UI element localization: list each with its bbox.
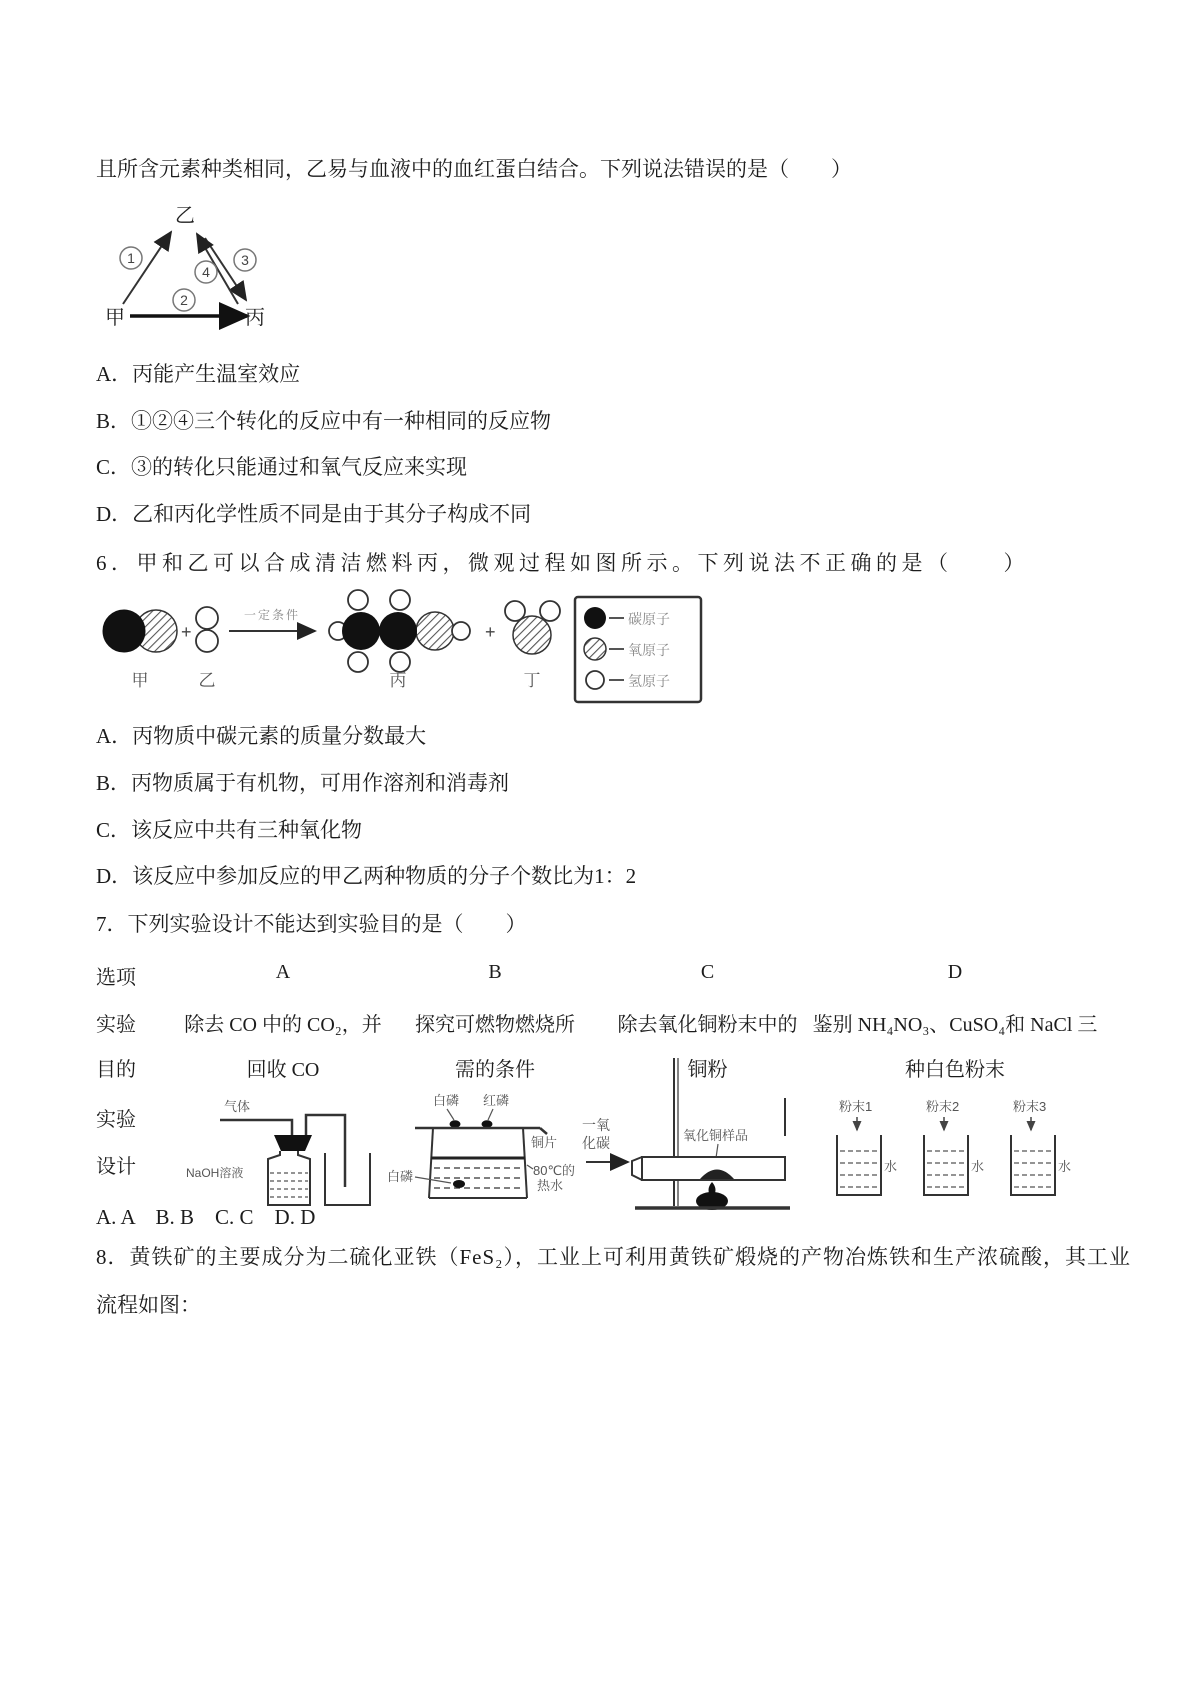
table-row-label-shiyan1: 实验 (96, 1014, 136, 1036)
q5-option-a: A．丙能产生温室效应 (96, 362, 301, 386)
svg-text:1: 1 (127, 250, 135, 266)
triangle-top-label: 乙 (175, 205, 195, 227)
purpose-a-line2: 回收 CO (246, 1059, 320, 1081)
molecule-bing (329, 590, 470, 672)
water-label: 水 (884, 1159, 898, 1174)
copper-sheet-label: 铜片 (531, 1135, 558, 1150)
beaker-right (523, 1128, 527, 1198)
q7-stem: 7．下列实验设计不能达到实验目的是（ ） (96, 912, 527, 936)
legend-carbon-label: 碳原子 (628, 611, 670, 627)
q6-option-c: C．该反应中共有三种氧化物 (96, 818, 363, 842)
gas-inlet-label: 气体 (224, 1099, 251, 1114)
legend-hydrogen-label: 氢原子 (628, 673, 670, 689)
powder3-label: 粉末3 (1013, 1099, 1047, 1114)
purpose-a-line1: 除去 CO 中的 CO₂，并 (184, 1014, 382, 1036)
white-phosphorus-bottom-label: 白磷 (387, 1169, 414, 1184)
q6-option-b: B．丙物质属于有机物，可用作溶剂和消毒剂 (96, 771, 510, 795)
q6-stem: 6．甲和乙可以合成清洁燃料丙，微观过程如图所示。下列说法不正确的是（ ） (96, 551, 1029, 575)
svg-text:2: 2 (180, 292, 188, 308)
label-ding: 丁 (523, 671, 541, 690)
table-row-label-sheji: 设计 (96, 1156, 136, 1178)
hot-water-label-line1: 80℃的 (533, 1163, 576, 1178)
table-row-label-shiyan2: 实验 (96, 1109, 136, 1131)
inlet-tube (220, 1120, 292, 1135)
q6-option-d: D．该反应中参加反应的甲乙两种物质的分子个数比为1：2 (96, 864, 637, 888)
powder1-label: 粉末1 (839, 1099, 873, 1114)
circled-4-icon (195, 261, 217, 283)
powder2-label: 粉末2 (926, 1099, 960, 1114)
gas-bottle (268, 1151, 310, 1205)
label-jia: 甲 (131, 671, 149, 690)
white-phosphorus-lump (450, 1120, 461, 1128)
purpose-b-line1: 探究可燃物燃烧所 (415, 1014, 575, 1036)
oxygen-atom-icon (584, 638, 606, 660)
q6-option-a: A．丙物质中碳元素的质量分数最大 (96, 724, 427, 748)
plus-sign: + (485, 622, 496, 642)
beaker (325, 1153, 370, 1205)
q5-option-c: C．③的转化只能通过和氧气反应来实现 (96, 455, 468, 479)
purpose-b-line2: 需的条件 (455, 1059, 535, 1081)
circled-1-icon (120, 247, 142, 269)
tube-nozzle (632, 1157, 642, 1180)
atom-legend (575, 597, 701, 702)
q5-triangle-diagram (85, 192, 325, 334)
carbon-atom-icon (584, 607, 606, 629)
legend-oxygen-label: 氧原子 (628, 642, 670, 658)
svg-text:3: 3 (241, 252, 249, 268)
circled-3-icon (234, 249, 256, 271)
purpose-c-line2: 铜粉 (687, 1059, 728, 1081)
q8-stem-line1: 8．黄铁矿的主要成分为二硫化亚铁（FeS₂），工业上可利用黄铁矿煅烧的产物冶炼铁和生产浓硫酸，其工业 (96, 1245, 1131, 1269)
label-bing: 丙 (389, 671, 407, 690)
experiment-d-diagram (825, 1095, 1075, 1207)
arrow-jia-to-yi (123, 232, 171, 304)
beaker-left (429, 1128, 433, 1198)
water-label: 水 (971, 1159, 985, 1174)
experiment-c-diagram (580, 1040, 795, 1212)
white-phosphorus-top-label: 白磷 (433, 1093, 460, 1108)
carbon-monoxide-label-line2: 化碳 (582, 1135, 610, 1151)
label-yi: 乙 (198, 671, 216, 690)
svg-text:4: 4 (202, 264, 210, 280)
red-phosphorus-lump (482, 1120, 493, 1128)
table-header-d: D (947, 961, 963, 983)
table-header-b: B (488, 961, 502, 983)
rubber-stopper (274, 1135, 312, 1151)
naoh-solution-label: NaOH溶液 (186, 1166, 244, 1180)
powder-test-2 (924, 1099, 984, 1195)
table-row-label-xuanxiang: 选项 (96, 967, 136, 989)
circled-2-icon (173, 289, 195, 311)
molecule-jia (103, 610, 177, 652)
molecule-ding (505, 601, 560, 654)
q8-stem-line2: 流程如图： (96, 1293, 201, 1317)
hot-water-label-line2: 热水 (537, 1178, 564, 1193)
table-header-a: A (275, 961, 291, 983)
q7-answer-options: A. A B. B C. C D. D (96, 1205, 316, 1229)
powder-test-1 (837, 1099, 897, 1195)
q5-stem-tail: 且所含元素种类相同，乙易与血液中的血红蛋白结合。下列说法错误的是（ ） (96, 157, 852, 181)
reaction-condition-label: 一定条件 (243, 608, 301, 622)
copper-oxide-sample-label: 氧化铜样品 (683, 1128, 749, 1143)
purpose-d-line2: 种白色粉末 (905, 1059, 1005, 1081)
q6-reaction-diagram (95, 583, 707, 705)
experiment-b-diagram (385, 1085, 580, 1207)
purpose-d-line1: 鉴别 NH₄NO₃、CuSO₄和 NaCl 三 (812, 1014, 1098, 1036)
q5-option-b: B．①②④三个转化的反应中有一种相同的反应物 (96, 409, 552, 433)
experiment-a-diagram (180, 1095, 380, 1210)
powder-test-3 (1011, 1099, 1071, 1195)
underwater-phosphorus-lump (453, 1180, 465, 1188)
plus-sign: + (181, 622, 192, 642)
triangle-left-label: 甲 (105, 307, 125, 329)
carbon-monoxide-label-line1: 一氧 (582, 1117, 610, 1133)
table-header-c: C (700, 961, 715, 983)
q5-option-d: D．乙和丙化学性质不同是由于其分子构成不同 (96, 502, 532, 526)
triangle-right-label: 丙 (245, 307, 265, 329)
purpose-c-line1: 除去氧化铜粉末中的 (617, 1014, 798, 1036)
hydrogen-atom-icon (586, 671, 604, 689)
molecule-yi (196, 607, 218, 652)
water-label: 水 (1058, 1159, 1072, 1174)
red-phosphorus-label: 红磷 (483, 1093, 510, 1108)
table-row-label-mudi: 目的 (96, 1059, 136, 1081)
